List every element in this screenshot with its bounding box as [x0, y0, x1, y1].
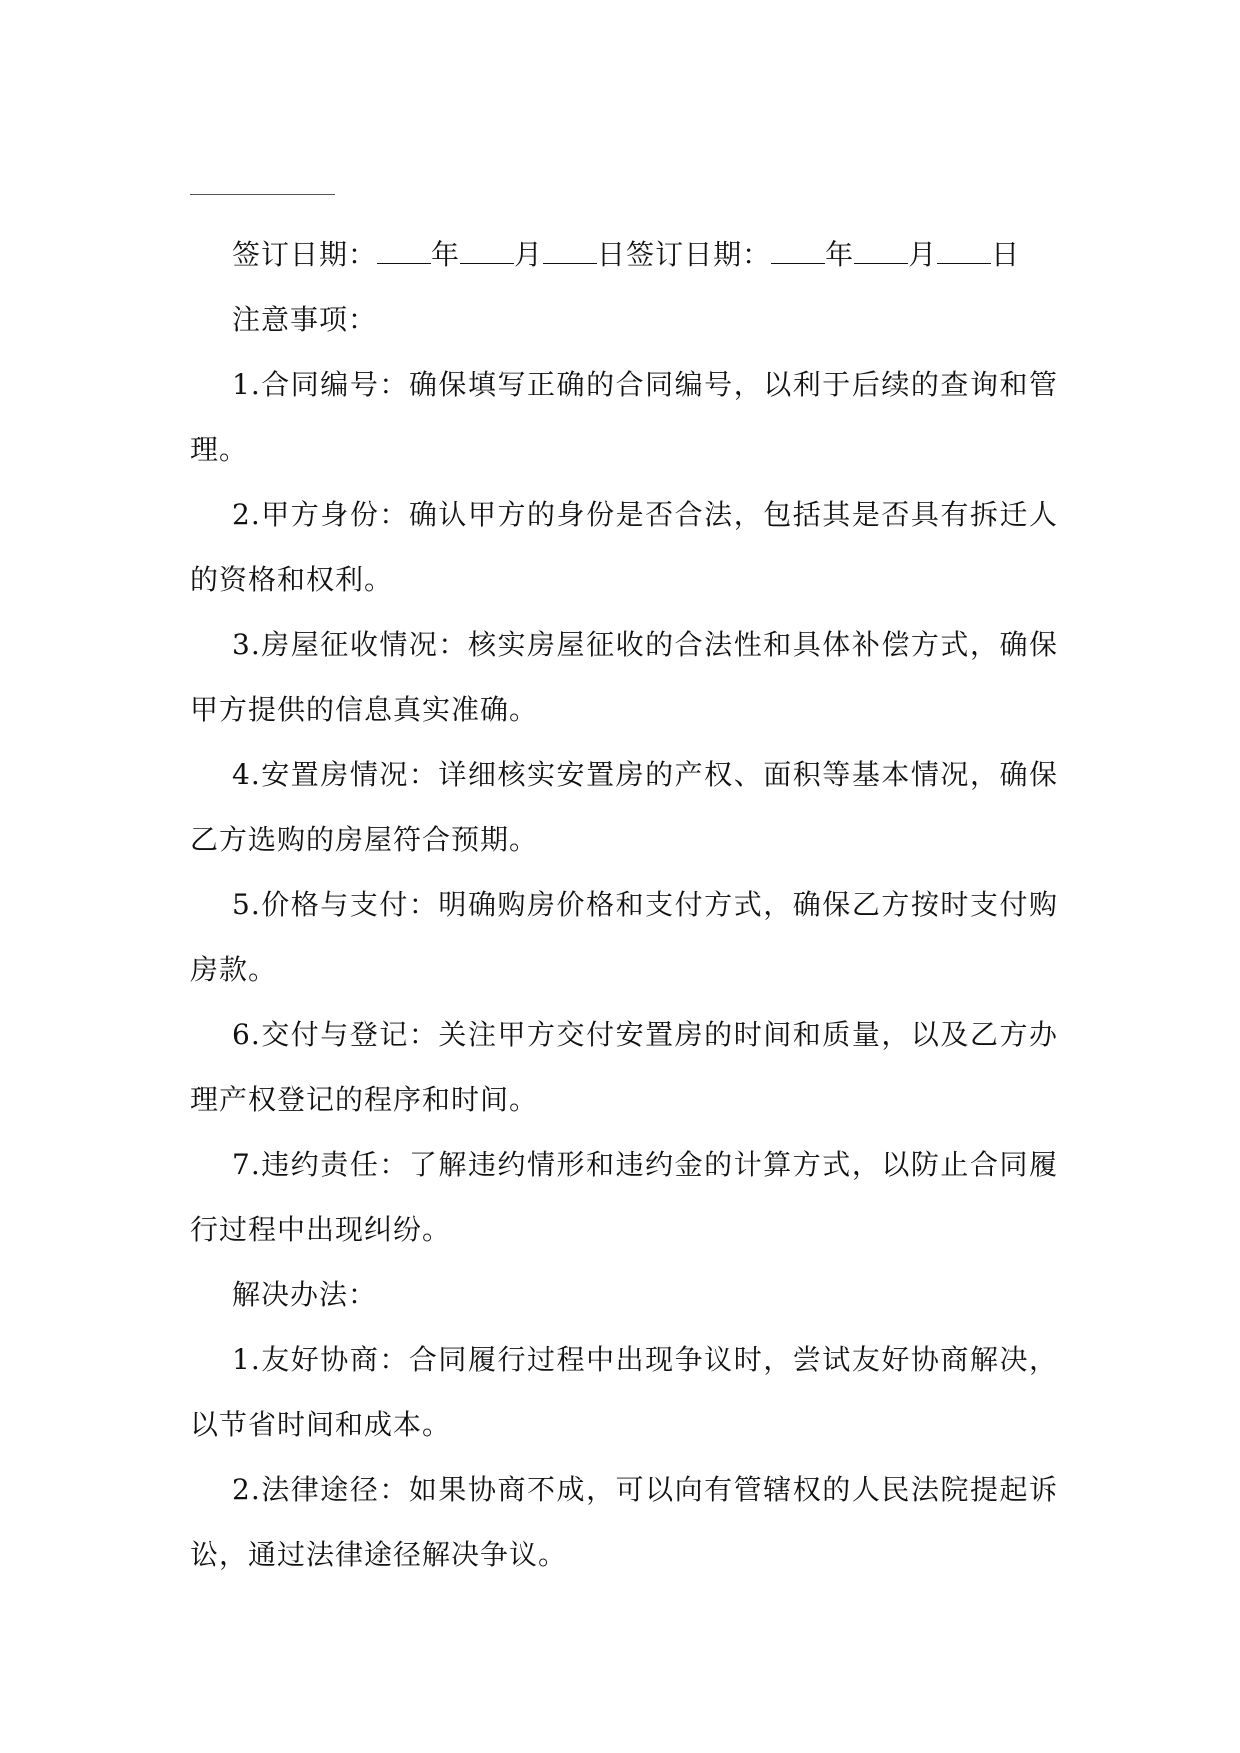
- note-item-contract-number: 1.合同编号：确保填写正确的合同编号，以利于后续的查询和管理。: [190, 368, 1058, 466]
- note-item-party-a-identity: 2.甲方身份：确认甲方的身份是否合法，包括其是否具有拆迁人的资格和权利。: [190, 498, 1058, 596]
- day-label: 日: [597, 238, 627, 271]
- note-item-price-payment: 5.价格与支付：明确购房价格和支付方式，确保乙方按时支付购房款。: [190, 888, 1058, 986]
- year-blank: [771, 241, 825, 264]
- month-blank: [460, 241, 514, 264]
- year-label: 年: [431, 238, 461, 271]
- signing-date-label: 签订日期：: [626, 238, 772, 271]
- signature-rule: [190, 194, 335, 195]
- year-label: 年: [825, 238, 855, 271]
- resolution-item-legal: 2.法律途径：如果协商不成，可以向有管辖权的人民法院提起诉讼，通过法律途径解决争议。: [190, 1473, 1058, 1571]
- note-item-resettlement-housing: 4.安置房情况：详细核实安置房的产权、面积等基本情况，确保乙方选购的房屋符合预期。: [190, 758, 1058, 856]
- day-blank: [937, 241, 991, 264]
- note-item-breach-liability: 7.违约责任：了解违约情形和违约金的计算方式，以防止合同履行过程中出现纠纷。: [190, 1148, 1058, 1246]
- note-item-delivery-registration: 6.交付与登记：关注甲方交付安置房的时间和质量，以及乙方办理产权登记的程序和时间。: [190, 1018, 1058, 1116]
- document-body: [190, 222, 1058, 1587]
- resolution-heading: 解决办法：: [232, 1278, 378, 1311]
- day-blank: [543, 241, 597, 264]
- day-label: 日: [991, 238, 1021, 271]
- month-blank: [854, 241, 908, 264]
- month-label: 月: [908, 238, 938, 271]
- signing-date-label: 签订日期：: [232, 238, 378, 271]
- year-blank: [377, 241, 431, 264]
- notes-heading: 注意事项：: [232, 303, 378, 336]
- month-label: 月: [514, 238, 544, 271]
- note-item-expropriation: 3.房屋征收情况：核实房屋征收的合法性和具体补偿方式，确保甲方提供的信息真实准确。: [190, 628, 1058, 726]
- signing-date-line: [190, 222, 1058, 287]
- resolution-item-negotiation: 1.友好协商：合同履行过程中出现争议时，尝试友好协商解决，以节省时间和成本。: [190, 1343, 1058, 1441]
